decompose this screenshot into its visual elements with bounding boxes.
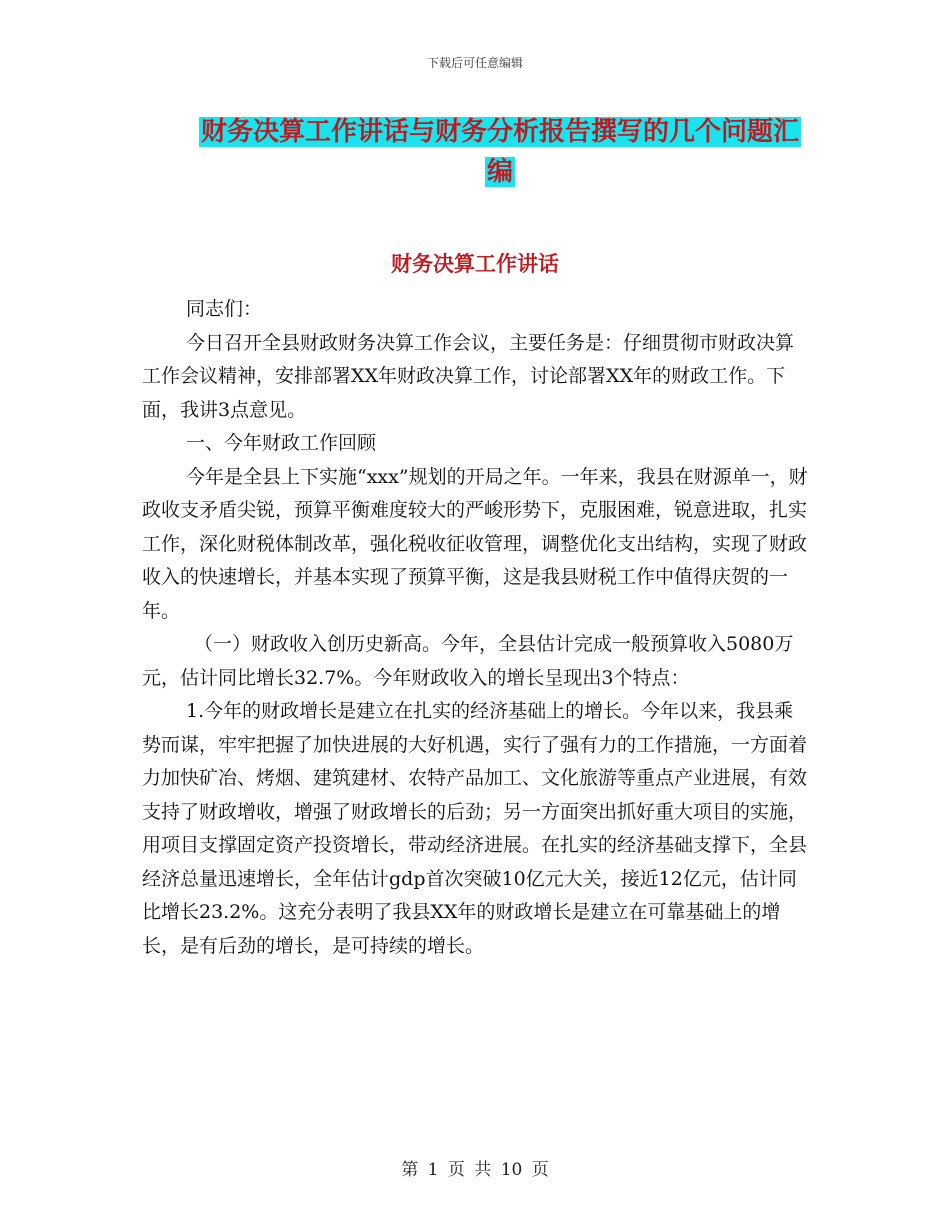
- document-title-text: 财务决算工作讲话与财务分析报告撰写的几个问题汇编: [200, 117, 799, 187]
- paragraph-greeting: 同志们：: [186, 298, 263, 320]
- paragraph-intro: 今日召开全县财政财务决算工作会议，主要任务是：仔细贯彻市财政决算工作会议精神，安排部署XX年财政决算工作，讨论部署XX年的财政工作。下面，我讲3点意见。: [142, 331, 795, 421]
- paragraph-revenue: （一）财政收入创历史新高。今年，全县估计完成一般预算收入5080万元，估计同比增长32.7%。今年财政收入的增长呈现出3个特点：: [142, 633, 794, 689]
- paragraph-point-1: 1.今年的财政增长是建立在扎实的经济基础上的增长。今年以来，我县乘势而谋，牢牢把握了加快进展的大好机遇，实行了强有力的工作措施，一方面着力加快矿冶、烤烟、建筑建材、农特产品加工、文化旅游等重点产业进展，有效支持了财政增收，增强了财政增长的后劲；另一方面突出抓好重大项目的实施，用项目支撑固定资产投资增长，带动经济进展。在扎实的经济基础支撑下，全县经济总量迅速增长，全年估计gdp首次突破10亿元大关，接近12亿元，估计同比增长23.2%。这充分表明了我县XX年的财政增长是建立在可靠基础上的增长，是有后劲的增长，是可持续的增长。: [142, 700, 808, 957]
- section-title: 财务决算工作讲话: [391, 252, 559, 276]
- document-body: [142, 293, 812, 963]
- paragraph-heading-review: 一、今年财政工作回顾: [186, 432, 377, 454]
- document-title: [190, 112, 810, 192]
- header-note: 下载后可任意编辑: [426, 56, 523, 70]
- page-number: 第 1 页 共 10 页: [401, 1160, 549, 1180]
- paragraph-review: 今年是全县上下实施“xxx”规划的开局之年。一年来，我县在财源单一，财政收支矛盾尖锐，预算平衡难度较大的严峻形势下，克服困难，锐意进取，扎实工作，深化财税体制改革，强化税收征收管理，调整优化支出结构，实现了财政收入的快速增长，并基本实现了预算平衡，这是我县财税工作中值得庆贺的一年。: [142, 465, 808, 622]
